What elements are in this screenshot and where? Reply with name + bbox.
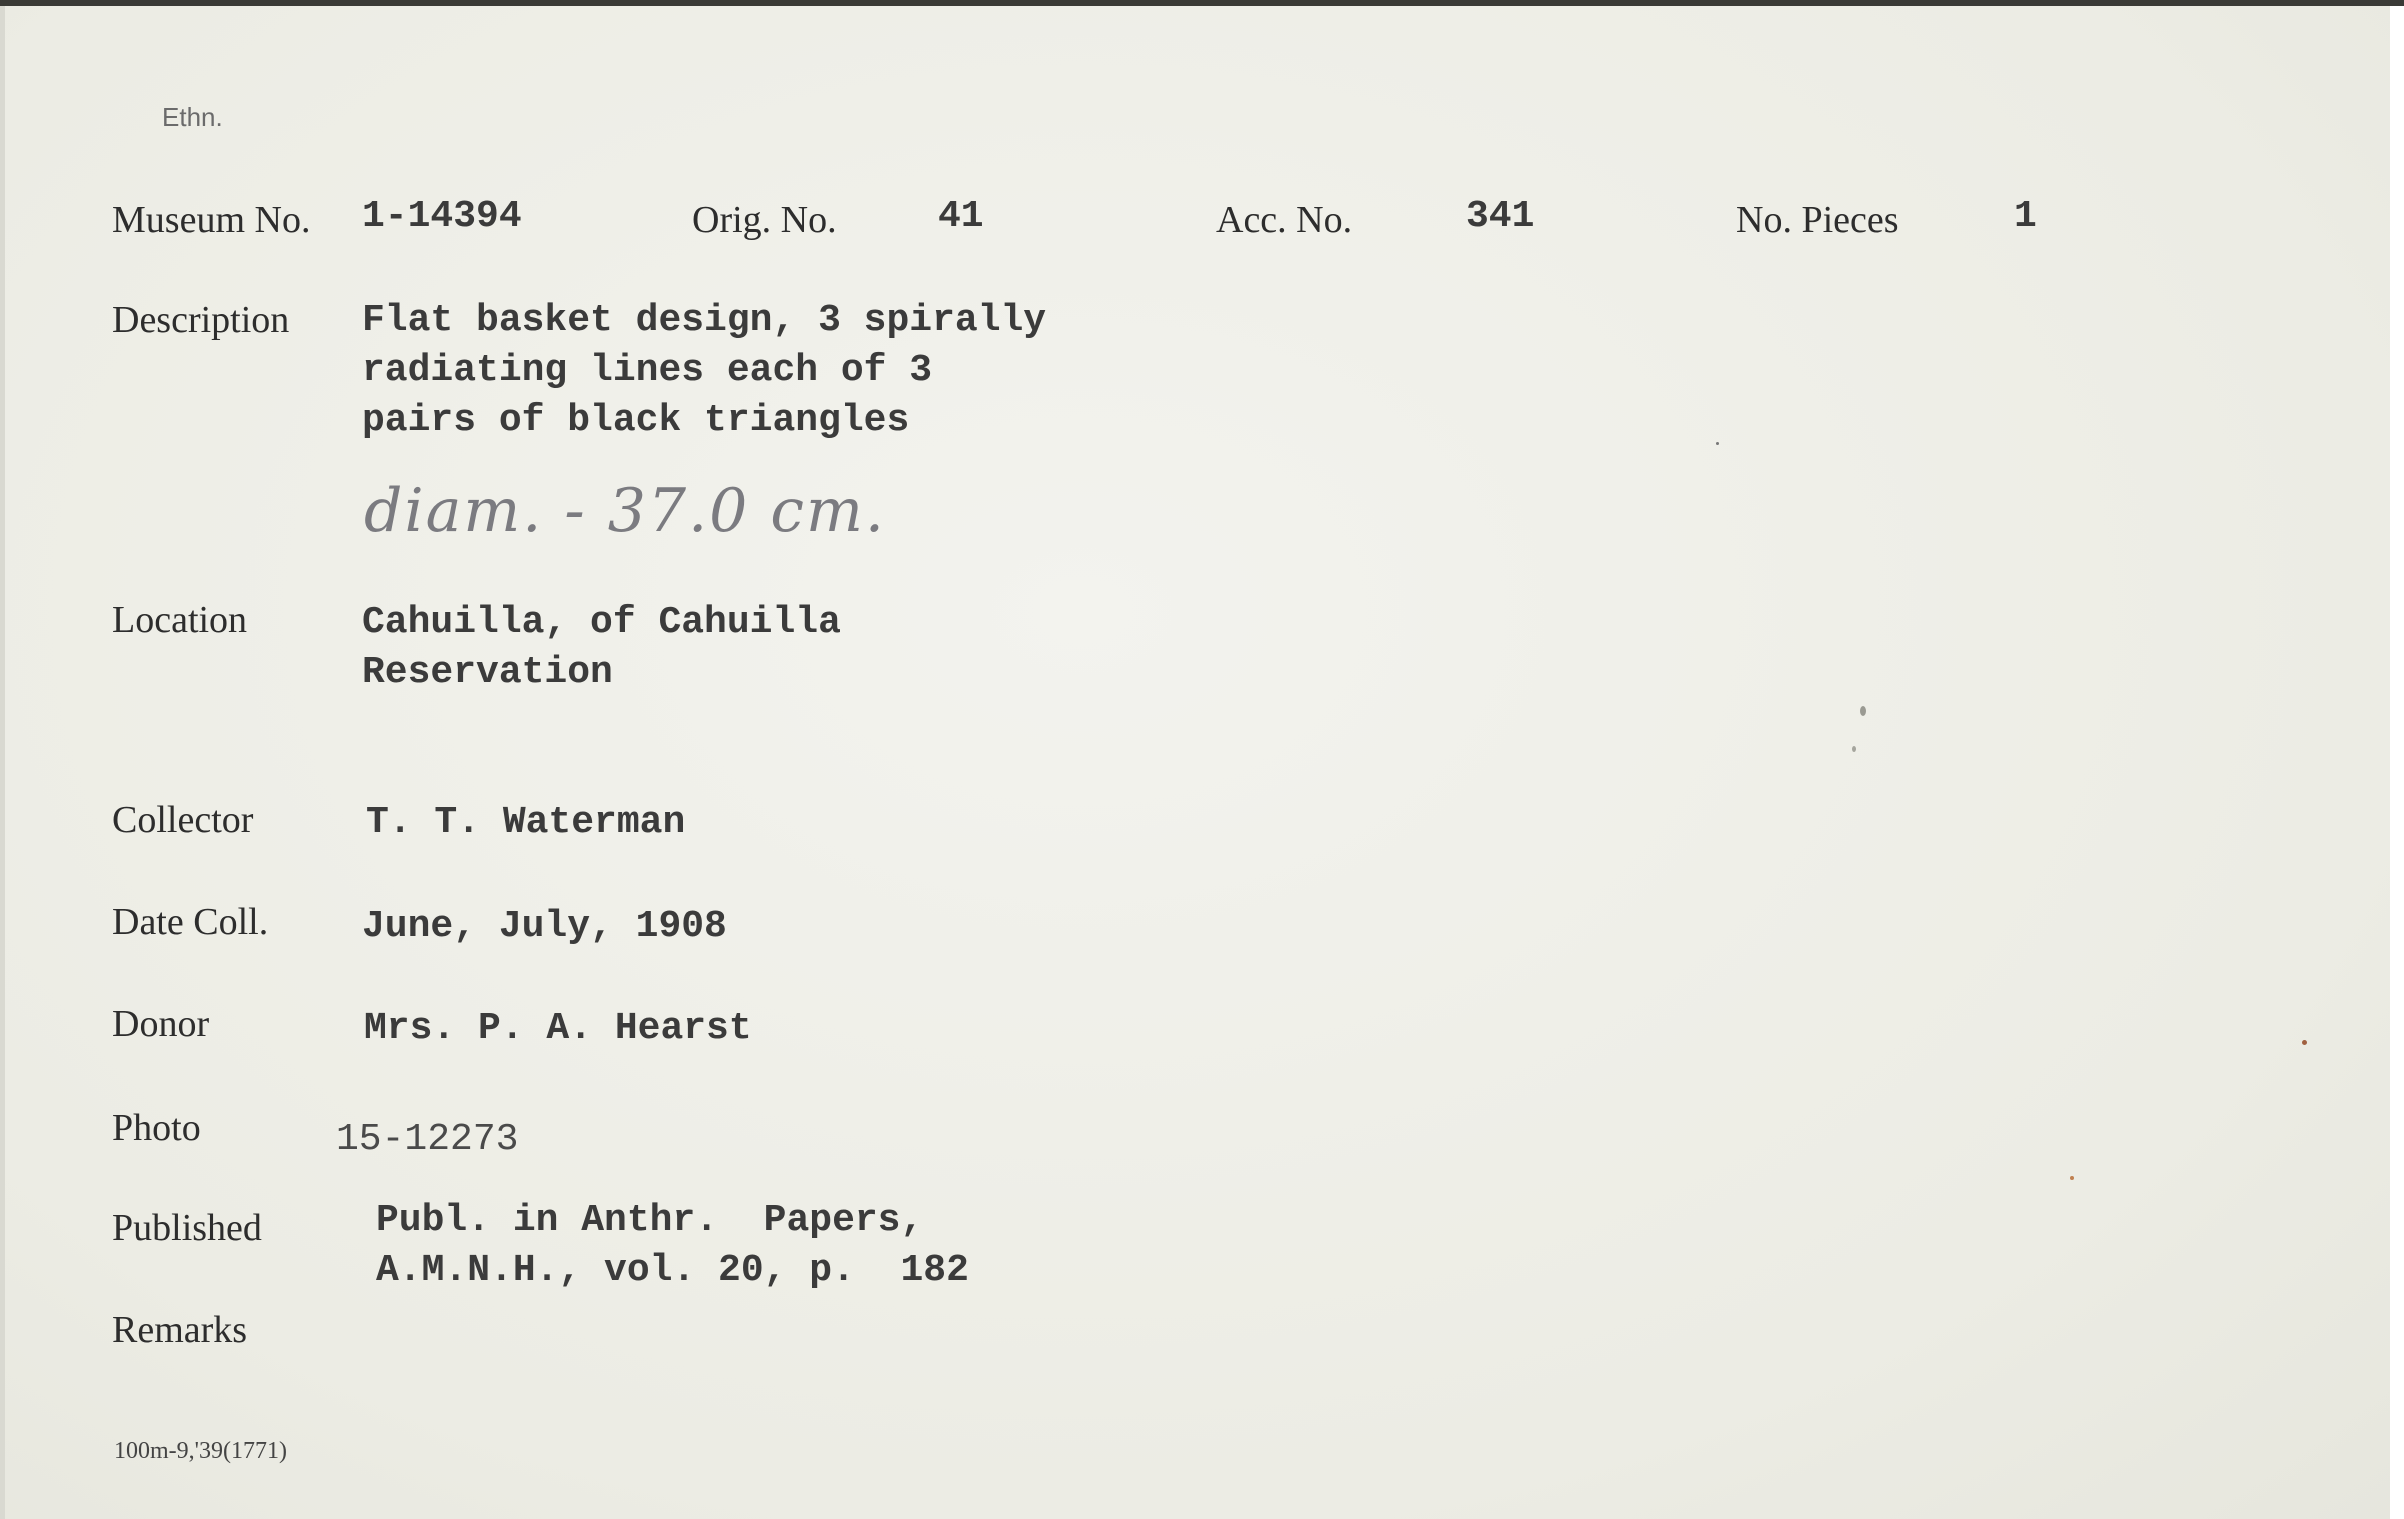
description-line: Flat basket design, 3 spirally [362,299,1047,342]
collector-value: T. T. Waterman [366,801,686,844]
paper-speck [1716,442,1719,445]
description-line: radiating lines each of 3 [362,349,933,392]
collector-label: Collector [112,799,254,841]
card-right-edge [2390,6,2404,1519]
photo-label: Photo [112,1107,201,1149]
date-coll-label: Date Coll. [112,901,269,943]
published-line: Publ. in Anthr. Papers, [376,1199,924,1242]
published-line: A.M.N.H., vol. 20, p. 182 [376,1249,969,1292]
orig-no-value: 41 [938,195,984,238]
description-line: pairs of black triangles [362,399,910,442]
location-line: Cahuilla, of Cahuilla [362,601,841,644]
paper-speck [1860,706,1866,716]
orig-no-label: Orig. No. [692,199,837,241]
published-label: Published [112,1207,262,1249]
form-code: 100m-9,'39(1771) [114,1438,287,1464]
paper-speck [2302,1040,2307,1045]
donor-value: Mrs. P. A. Hearst [364,1007,752,1050]
date-coll-value: June, July, 1908 [362,905,727,948]
acc-no-value: 341 [1466,195,1535,238]
museum-no-label: Museum No. [112,199,311,241]
paper-speck [1852,746,1856,752]
dept-stamp: Ethn. [162,102,223,132]
donor-label: Donor [112,1003,210,1045]
card-left-edge [0,6,5,1519]
no-pieces-value: 1 [2014,195,2037,238]
handwritten-diameter-note: diam. - 37.0 cm. [364,476,886,546]
description-label: Description [112,299,290,341]
museum-no-value: 1-14394 [362,195,522,238]
paper-speck [2070,1176,2074,1180]
no-pieces-label: No. Pieces [1736,199,1899,241]
remarks-label: Remarks [112,1309,248,1351]
location-line: Reservation [362,651,613,694]
acc-no-label: Acc. No. [1216,199,1353,241]
photo-value: 15-12273 [336,1118,519,1161]
location-label: Location [112,599,248,641]
